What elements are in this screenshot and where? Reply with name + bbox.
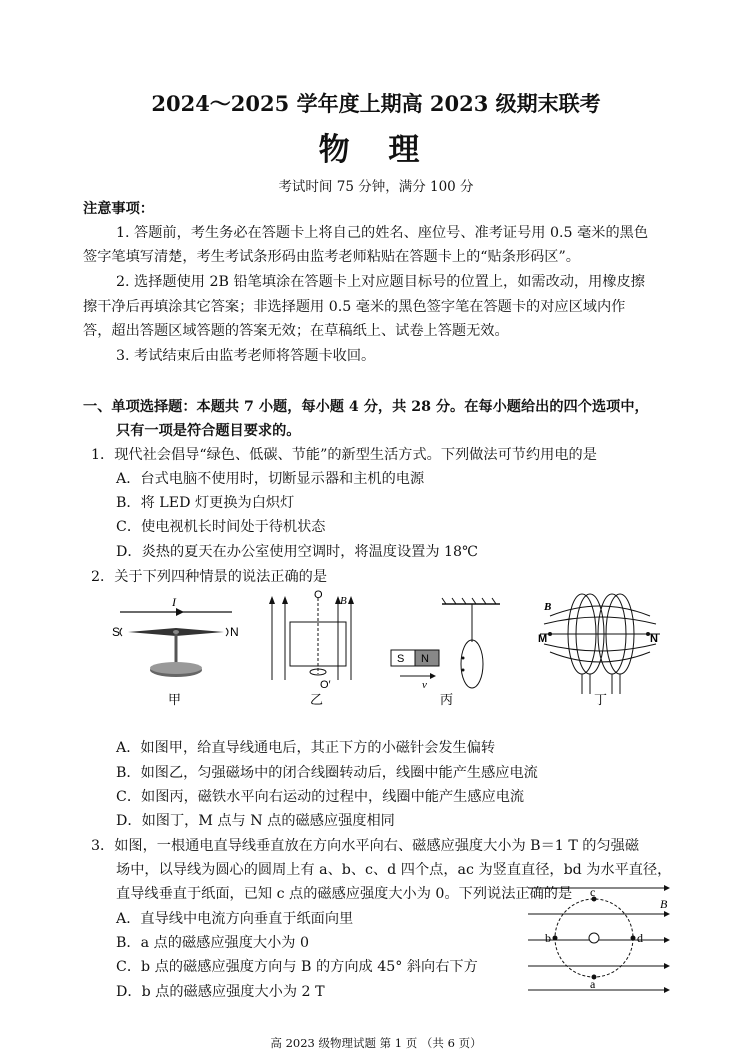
figure-bing [391, 598, 500, 691]
q3-option-d: D．b 点的磁感应强度大小为 2 T [116, 984, 325, 1000]
figure-jia [112, 595, 239, 677]
page-footer: 高 2023 级物理试题 第 1 页 （共 6 页） [270, 1036, 482, 1050]
magnet-n-label: N [421, 653, 429, 665]
q2-option-b: B．如图乙，匀强磁场中的闭合线圈转动后，线圈中能产生感应电流 [116, 765, 538, 781]
notice-item: 2. 选择题使用 2B 铅笔填涂在答题卡上对应题目标号的位置上，如需改动，用橡皮擦 [116, 274, 645, 290]
q2-stem: 2．关于下列四种情景的说法正确的是 [91, 569, 328, 585]
figure-label-yi: 乙 [310, 693, 324, 708]
q1-option-b: B．将 LED 灯更换为白炽灯 [116, 495, 295, 511]
notice-item: 擦干净后再填涂其它答案；非选择题用 0.5 毫米的黑色签字笔在答题卡的对应区域内作 [83, 299, 626, 315]
q3-option-a: A．直导线中电流方向垂直于纸面向里 [116, 911, 354, 927]
current-label: I [172, 595, 176, 609]
q3-option-c: C．b 点的磁感应强度方向与 B 的方向成 45° 斜向右下方 [116, 959, 478, 975]
wire-cross-section [589, 933, 599, 943]
axis-o-prime-label: O′ [320, 679, 331, 691]
q2-option-a: A．如图甲，给直导线通电后，其正下方的小磁针会发生偏转 [116, 740, 496, 756]
notice-item: 3. 考试结束后由监考老师将答题卡收回。 [116, 348, 376, 364]
q2-option-c: C．如图丙，磁铁水平向右运动的过程中，线圈中能产生感应电流 [116, 789, 525, 805]
point-d [631, 936, 636, 941]
velocity-label: v [422, 679, 427, 691]
label-b: b [545, 931, 551, 945]
south-pole-label: S [112, 625, 121, 639]
q3-option-b: B．a 点的磁感应强度大小为 0 [116, 935, 309, 951]
figure-label-bing: 丙 [440, 693, 454, 708]
notice-heading: 注意事项： [83, 201, 154, 217]
q1-option-d: D．炎热的夏天在办公室使用空调时，将温度设置为 18℃ [116, 544, 478, 560]
north-pole-label: N [230, 625, 239, 639]
q2-figures [100, 590, 690, 710]
notice-item: 签字笔填写清楚，考生考试条形码由监考老师粘贴在答题卡上的“贴条形码区”。 [83, 249, 580, 265]
point-m-label: M [538, 633, 548, 645]
magnet-s-label: S [397, 653, 405, 665]
notice-item: 答，超出答题区域答题的答案无效；在草稿纸上、试卷上答题无效。 [83, 323, 509, 339]
q2-option-d: D．如图丁，M 点与 N 点的磁感应强度相同 [116, 813, 395, 829]
section-heading-cont: 只有一项是符合题目要求的。 [116, 423, 301, 439]
q3-figure [522, 880, 682, 1000]
b-field-label-ding: B [544, 601, 552, 613]
q3-stem-line: 直导线垂直于纸面，已知 c 点的磁感应强度大小为 0。下列说法正确的是 [116, 886, 573, 902]
exam-time-info: 考试时间 75 分钟，满分 100 分 [278, 179, 474, 195]
q1-stem: 1．现代社会倡导“绿色、低碳、节能”的新型生活方式。下列做法可节约用电的是 [91, 447, 597, 463]
section-heading: 一、单项选择题：本题共 7 小题，每小题 4 分，共 28 分。在每小题给出的四个选项中， [83, 399, 649, 415]
q3-stem-line: 场中，以导线为圆心的圆周上有 a、b、c、d 四个点，ac 为竖直直径，bd 为水平直径， [116, 862, 672, 878]
figure-label-ding: 丁 [594, 693, 608, 708]
point-n-label: N [650, 633, 658, 645]
q1-option-a: A．台式电脑不使用时，切断显示器和主机的电源 [116, 471, 425, 487]
label-d: d [637, 931, 643, 945]
b-field-label: B [340, 595, 347, 607]
figure-yi [269, 590, 354, 691]
subject-title: 物 理 [318, 132, 434, 168]
notice-item: 1. 答题前，考生务必在答题卡上将自己的姓名、座位号、准考证号用 0.5 毫米的黑色 [116, 225, 649, 241]
point-b [553, 936, 558, 941]
label-c: c [590, 885, 596, 899]
label-a: a [590, 977, 596, 991]
axis-o-label: O [314, 590, 323, 601]
q1-option-c: C．使电视机长时间处于待机状态 [116, 519, 326, 535]
figure-ding [538, 594, 660, 694]
exam-title: 2024～2025 学年度上期高 2023 级期末联考 [151, 91, 601, 116]
q3-stem-line: 3．如图，一根通电直导线垂直放在方向水平向右、磁感应强度大小为 B＝1 T 的匀强磁 [91, 838, 640, 854]
label-b-field: B [660, 897, 668, 911]
figure-label-jia: 甲 [168, 693, 182, 708]
